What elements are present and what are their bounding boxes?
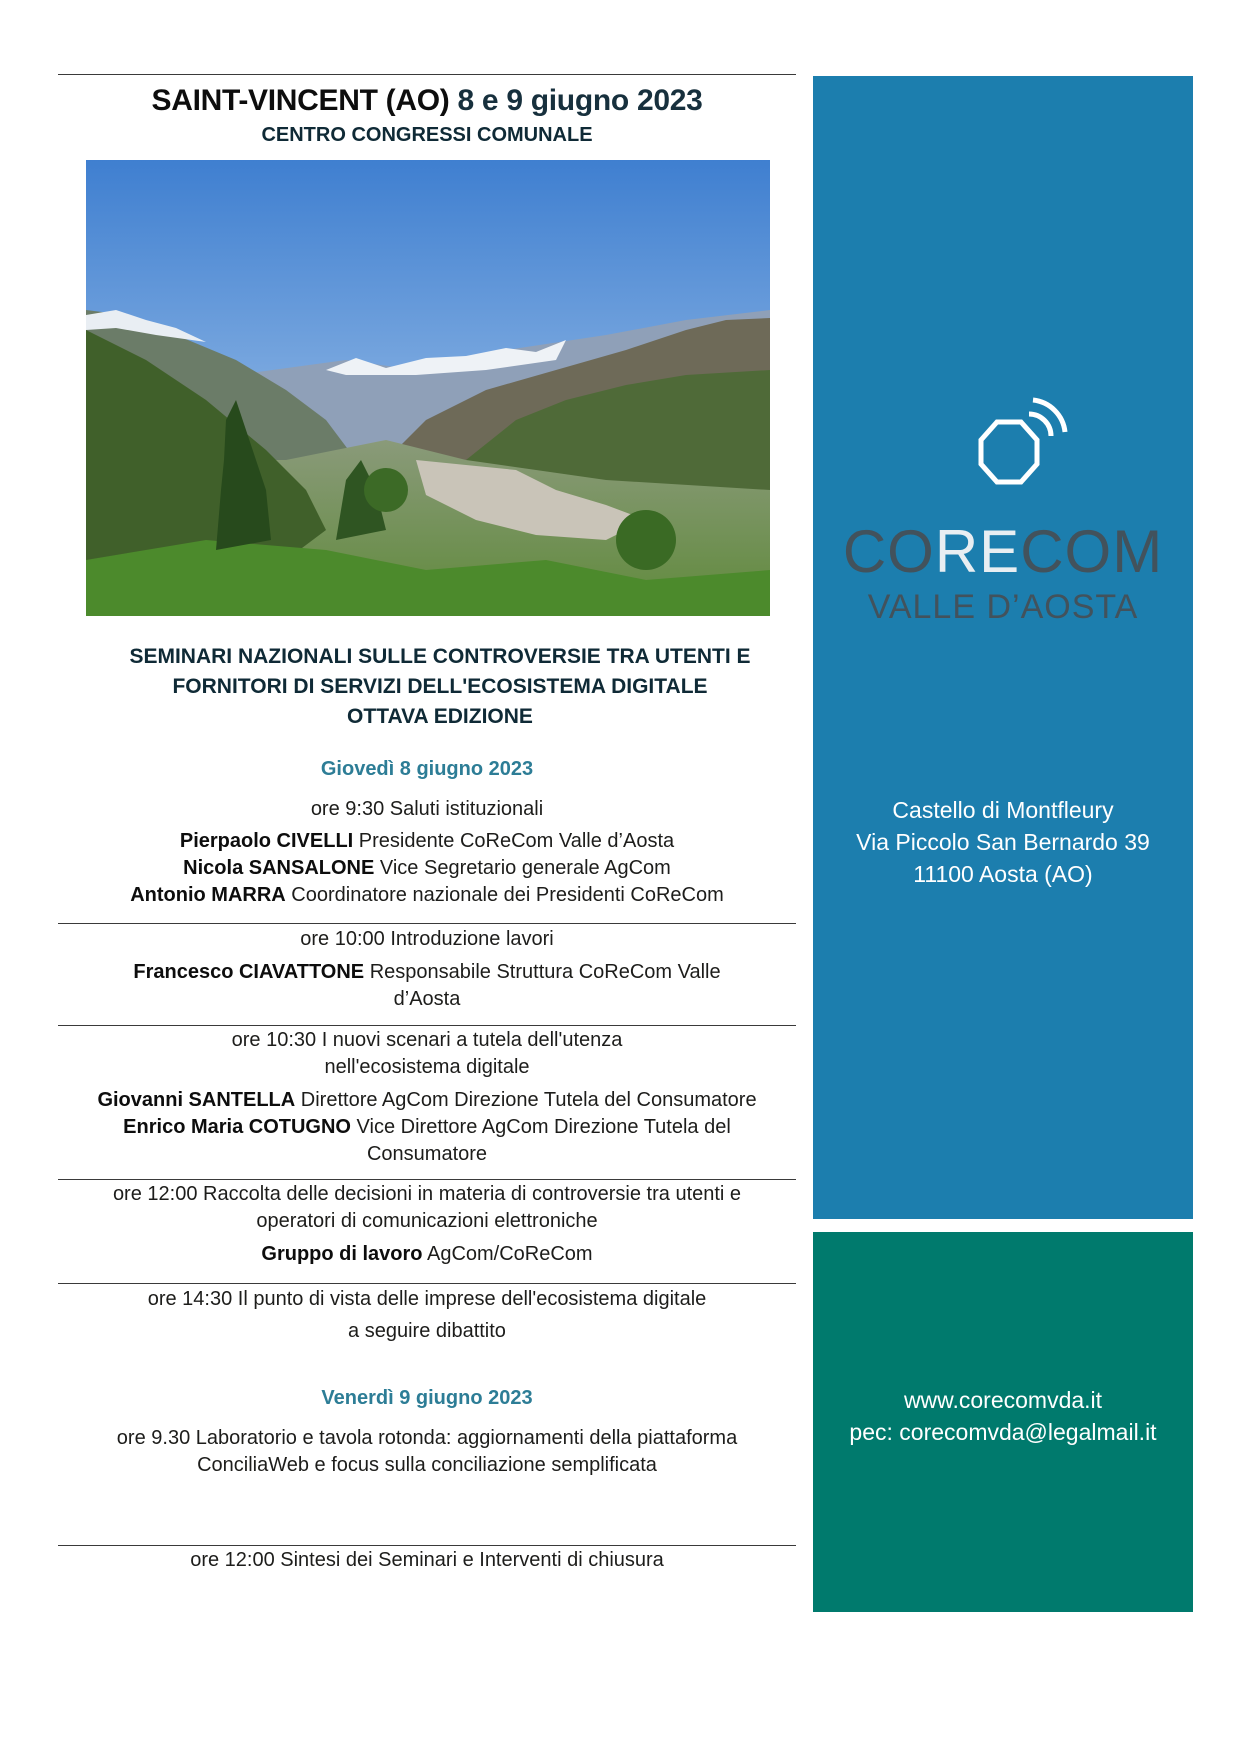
- speaker-name: Gruppo di lavoro: [261, 1243, 423, 1265]
- speaker-role-continued: Consumatore: [366, 1143, 488, 1165]
- contacts: [813, 1384, 1193, 1448]
- pec-email[interactable]: pec: corecomvda@legalmail.it: [849, 1419, 1157, 1445]
- speaker-name: Antonio MARRA: [130, 884, 286, 906]
- day2-session-2-line-1: ore 12:00 Sintesi dei Seminari e Interventi di chiusura: [190, 1549, 664, 1571]
- address-line-2: Via Piccolo San Bernardo 39: [856, 829, 1150, 855]
- divider: [58, 1025, 796, 1026]
- divider: [58, 1179, 796, 1180]
- speaker-role: Responsabile Struttura CoReCom Valle: [364, 961, 721, 983]
- speaker-role-continued: d’Aosta: [393, 988, 461, 1010]
- speaker-role: Presidente CoReCom Valle d’Aosta: [353, 830, 675, 852]
- speaker-row: [58, 855, 796, 882]
- logo-re: RE: [934, 518, 1021, 585]
- session-5-time: ore 14:30 Il punto di vista delle imprese dell'ecosistema digitale: [147, 1288, 707, 1310]
- seminar-title: [80, 642, 800, 732]
- address-line-1: Castello di Montfleury: [892, 797, 1114, 823]
- speaker-role: Vice Segretario generale AgCom: [374, 857, 671, 879]
- seminar-line-3: OTTAVA EDIZIONE: [347, 705, 533, 728]
- valley-photo: [86, 160, 770, 616]
- session-1-time: ore 9:30 Saluti istituzionali: [310, 798, 544, 820]
- address: [813, 794, 1193, 890]
- speaker-row: [58, 1241, 796, 1268]
- divider: [58, 923, 796, 924]
- speaker-name: Francesco CIAVATTONE: [133, 961, 365, 983]
- speaker-name: Nicola SANSALONE: [183, 857, 375, 879]
- session-1: [58, 796, 796, 909]
- logo-wordmark: [813, 518, 1193, 585]
- speaker-role: Vice Direttore AgCom Direzione Tutela del: [350, 1116, 731, 1138]
- session-4-time-continued: operatori di comunicazioni elettroniche: [256, 1210, 598, 1232]
- session-2: [58, 926, 796, 1013]
- speaker-role: AgCom/CoReCom: [422, 1243, 593, 1265]
- event-venue: CENTRO CONGRESSI COMUNALE: [261, 124, 593, 146]
- event-date: 8 e 9 giugno 2023: [457, 84, 703, 117]
- day1-heading: Giovedì 8 giugno 2023: [320, 758, 534, 780]
- address-line-3: 11100 Aosta (AO): [913, 861, 1093, 887]
- day2-session-1-line-1: ore 9.30 Laboratorio e tavola rotonda: aggiornamenti della piattaforma: [116, 1427, 738, 1449]
- session-4-time: ore 12:00 Raccolta delle decisioni in materia di controversie tra utenti e: [112, 1183, 742, 1205]
- session-5: [58, 1286, 796, 1345]
- speaker-role: Coordinatore nazionale dei Presidenti CoReCom: [285, 884, 724, 906]
- blue-panel: [813, 76, 1193, 1219]
- event-title: [58, 84, 796, 118]
- session-2-time: ore 10:00 Introduzione lavori: [300, 928, 554, 950]
- seminar-line-1: SEMINARI NAZIONALI SULLE CONTROVERSIE TRA UTENTI E: [129, 645, 751, 668]
- logo-co: CO: [842, 518, 935, 585]
- speaker-row: [58, 882, 796, 909]
- session-3-time-continued: nell'ecosistema digitale: [324, 1056, 530, 1078]
- day2-session-2: [58, 1547, 796, 1574]
- speaker-role: Direttore AgCom Direzione Tutela del Consumatore: [295, 1089, 757, 1111]
- top-rule: [58, 74, 796, 75]
- logo-subtitle: VALLE D’AOSTA: [867, 588, 1139, 626]
- session-3-time: ore 10:30 I nuovi scenari a tutela dell'utenza: [231, 1029, 623, 1051]
- speaker-row: [58, 828, 796, 855]
- speaker-name: Pierpaolo CIVELLI: [179, 830, 354, 852]
- day2-heading: Venerdì 9 giugno 2023: [321, 1387, 533, 1409]
- speaker-row: [58, 1114, 796, 1141]
- session-3: [58, 1027, 796, 1168]
- speaker-name: Enrico Maria COTUGNO: [123, 1116, 351, 1138]
- session-5-time-continued: a seguire dibattito: [348, 1320, 506, 1342]
- logo-com: COM: [1020, 518, 1164, 585]
- speaker-row: [58, 1087, 796, 1114]
- event-place: SAINT-VINCENT (AO): [151, 84, 450, 117]
- day2-session-1-line-2: ConciliaWeb e focus sulla conciliazione semplificata: [197, 1454, 657, 1476]
- speaker-row: [58, 959, 796, 986]
- website-link[interactable]: www.corecomvda.it: [903, 1387, 1103, 1413]
- seminar-line-2: FORNITORI DI SERVIZI DELL'ECOSISTEMA DIGITALE: [172, 675, 708, 698]
- corecom-logo-icon: [955, 392, 1075, 512]
- speaker-name: Giovanni SANTELLA: [97, 1089, 296, 1111]
- divider: [58, 1545, 796, 1546]
- session-4: [58, 1181, 796, 1268]
- day2-session-1: [58, 1425, 796, 1479]
- divider: [58, 1283, 796, 1284]
